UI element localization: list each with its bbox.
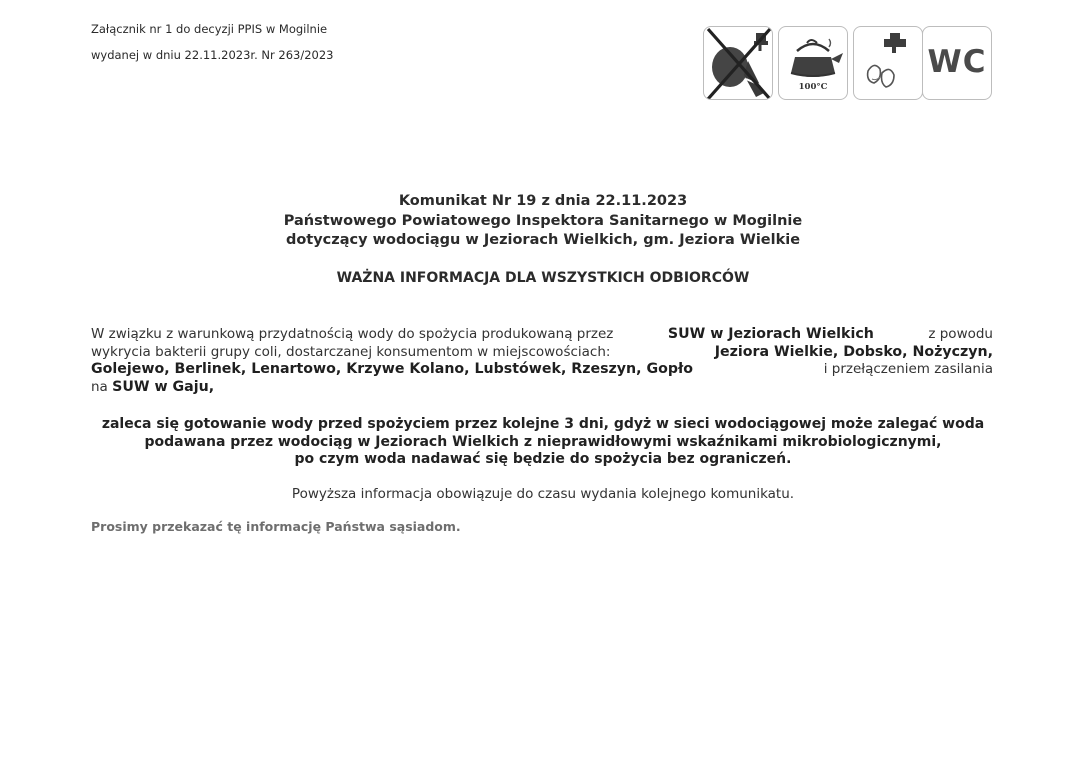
annex-reference — [91, 16, 333, 68]
recommendation-line-1: zaleca się gotowanie wody przed spożyciem przez kolejne 3 dni, gdyż w sieci wodociągowej może zalegać woda — [101, 416, 985, 432]
annex-line-2: wydanej w dniu 22.11.2023r. Nr 263/2023 — [91, 48, 334, 62]
recommendation-line-2: podawana przez wodociąg w Jeziorach Wielkich z nieprawidłowymi wskaźnikami mikrobiologicznymi, — [144, 433, 942, 450]
announcement-body — [91, 326, 993, 396]
kettle-temperature-label: 100°C — [798, 82, 828, 92]
share-request: Prosimy przekazać tę informację Państwa sąsiadom. — [91, 519, 461, 534]
important-heading: WAŻNA INFORMACJA DLA WSZYSTKICH ODBIORCÓW — [336, 270, 750, 286]
body-text: i przełączeniem zasilania — [823, 361, 993, 377]
body-text: wykrycia bakterii grupy coli, dostarczanej konsumentom w miejscowościach: — [91, 343, 611, 360]
wc-label: WC — [927, 44, 987, 80]
validity-note: Powyższa informacja obowiązuje do czasu wydania kolejnego komunikatu. — [291, 486, 795, 502]
body-emphasis: SUW w Gaju, — [112, 378, 215, 395]
recommendation-line-3: po czym woda nadawać się będzie do spożycia bez ograniczeń. — [294, 451, 792, 467]
body-line-2 — [91, 344, 993, 362]
body-text: W związku z warunkową przydatnością wody do spożycia produkowaną przez — [91, 326, 614, 342]
hand-washing-tap-icon — [853, 26, 923, 100]
body-text: z powodu — [928, 326, 993, 342]
no-drinking-tap-icon — [703, 26, 773, 100]
title-line-3: dotyczący wodociągu w Jeziorach Wielkich, gm. Jeziora Wielkie — [285, 232, 801, 248]
body-line-4 — [91, 379, 993, 397]
body-line-1 — [91, 326, 993, 344]
wc-icon — [922, 26, 992, 100]
body-line-3 — [91, 361, 993, 379]
pictogram-strip — [703, 26, 993, 102]
boiling-kettle-icon — [778, 26, 848, 100]
body-text: na — [91, 378, 108, 395]
body-emphasis: SUW w Jeziorach Wielkich — [667, 326, 874, 342]
body-emphasis: Jeziora Wielkie, Dobsko, Nożyczyn, — [714, 343, 993, 360]
body-emphasis: Golejewo, Berlinek, Lenartowo, Krzywe Kolano, Lubstówek, Rzeszyn, Gopło — [91, 361, 694, 377]
title-line-1: Komunikat Nr 19 z dnia 22.11.2023 — [398, 193, 688, 209]
title-line-2: Państwowego Powiatowego Inspektora Sanitarnego w Mogilnie — [283, 212, 803, 229]
announcement-title — [0, 192, 1086, 251]
boiling-recommendation — [0, 416, 1086, 469]
annex-line-1: Załącznik nr 1 do decyzji PPIS w Mogilnie — [91, 22, 328, 36]
